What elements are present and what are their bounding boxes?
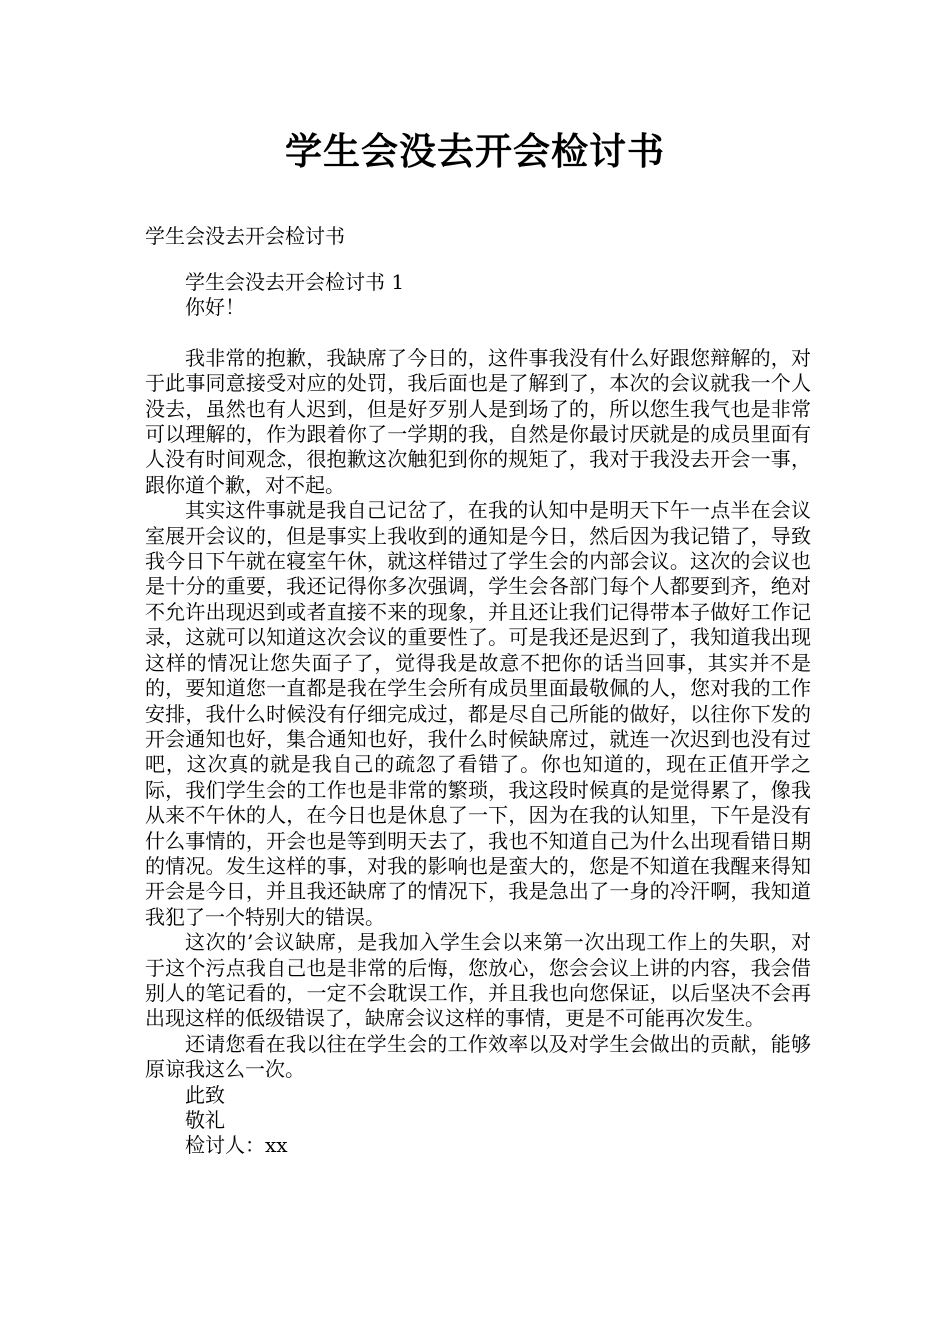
- section-heading: 学生会没去开会检讨书 1: [185, 270, 405, 294]
- paragraph-3: 这次的’会议缺席，是我加入学生会以来第一次出现工作上的失职，对于这个污点我自己也是非常的后悔，您放心，您会会议上讲的内容，我会借别人的笔记看的，一定不会耽误工作，并且我也向您保证，以后坚决不会再出现这样的低级错误了，缺席会议这样的事情，更是不可能再次发生。: [145, 930, 811, 1031]
- paragraph-2: 其实这件事就是我自己记岔了，在我的认知中是明天下午一点半在会议室展开会议的，但是事实上我收到的通知是今日，然后因为我记错了，导致我今日下午就在寝室午休，就这样错过了学生会的内部会议。这次的会议也是十分的重要，我还记得你多次强调，学生会各部门每个人都要到齐，绝对不允许出现迟到或者直接不来的现象，并且还让我们记得带本子做好工作记录，这就可以知道这次会议的重要性了。可是我还是迟到了，我知道我出现这样的情况让您失面子了，觉得我是故意不把你的话当回事，其实并不是的，要知道您一直都是我在学生会所有成员里面最敬佩的人，您对我的工作安排，我什么时候没有仔细完成过，都是尽自己所能的做好，以往你下发的开会通知也好，集合通知也好，我什么时候缺席过，就连一次迟到也没有过吧，这次真的就是我自己的疏忽了看错了。你也知道的，现在正值开学之际，我们学生会的工作也是非常的繁琐，我这段时候真的是觉得累了，像我从来不午休的人，在今日也是休息了一下，因为在我的认知里，下午是没有什么事情的，开会也是等到明天去了，我也不知道自己为什么出现看错日期的情况。发生这样的事，对我的影响也是蛮大的，您是不知道在我醒来得知开会是今日，并且我还缺席了的情况下，我是急出了一身的冷汗啊，我知道我犯了一个特别大的错误。: [145, 498, 811, 929]
- greeting: 你好！: [185, 295, 245, 320]
- signature: 检讨人：xx: [185, 1133, 288, 1158]
- document-body: [145, 270, 811, 1159]
- paragraph-4: 还请您看在我以往在学生会的工作效率以及对学生会做出的贡献，能够原谅我这么一次。: [145, 1031, 811, 1082]
- paragraph-1: 我非常的抱歉，我缺席了今日的，这件事我没有什么好跟您辩解的，对于此事同意接受对应的处罚，我后面也是了解到了，本次的会议就我一个人没去，虽然也有人迟到，但是好歹别人是到场了的，所以您生我气也是非常可以理解的，作为跟着你了一学期的我，自然是你最讨厌就是的成员里面有人没有时间观念，很抱歉这次触犯到你的规矩了，我对于我没去开会一事，跟你道个歉，对不起。: [145, 345, 811, 497]
- document-title: 学生会没去开会检讨书: [285, 130, 665, 173]
- closing-regards: 敬礼: [185, 1108, 225, 1132]
- paragraph-spacer: [145, 321, 811, 346]
- document-subtitle: 学生会没去开会检讨书: [145, 224, 345, 248]
- closing-salutation: 此致: [185, 1082, 225, 1107]
